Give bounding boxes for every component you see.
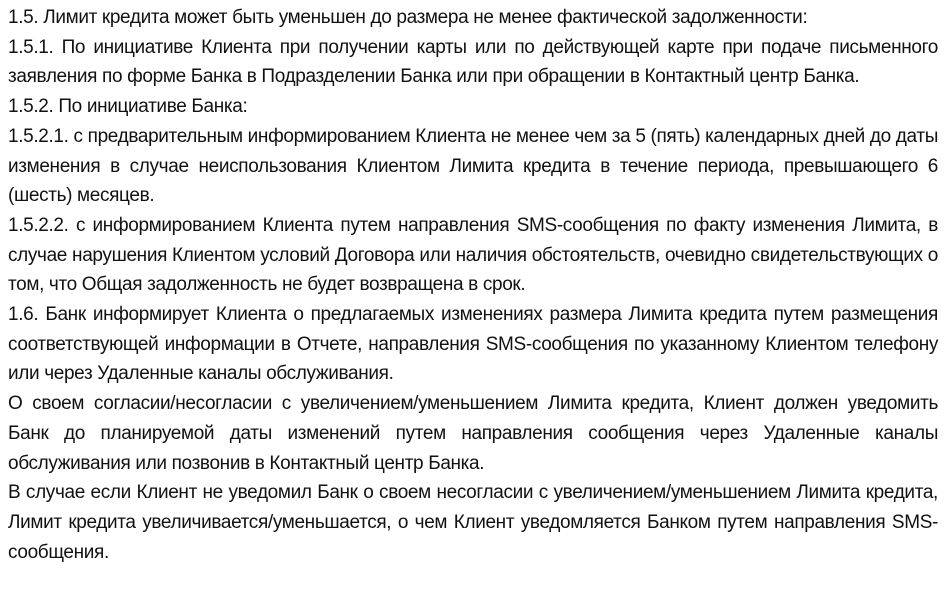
paragraph-1-5: 1.5. Лимит кредита может быть уменьшен до размера не менее фактической задолженности: <box>8 7 808 28</box>
paragraph-1-5-2-2: 1.5.2.2. с информированием Клиента путем направления SMS-сообщения по факту изменения Лимита, в случае нарушения Клиентом условий Договора или наличия обстоятельств, очевидно свидетельствующих о том, что Общая задолженность не будет возвращена в срок. <box>8 214 938 296</box>
paragraph-no-notice: В случае если Клиент не уведомил Банк о своем несогласии с увеличением/уменьшением Лимита кредита, Лимит кредита увеличивается/уменьшается, о чем Клиент уведомляется Банком путем направления SMS-сообщения. <box>8 482 938 563</box>
document-body <box>8 3 938 567</box>
paragraph-1-5-1: 1.5.1. По инициативе Клиента при получении карты или по действующей карте при подаче письменного заявления по форме Банка в Подразделении Банка или при обращении в Контактный центр Банка. <box>8 36 938 88</box>
paragraph-1-5-2: 1.5.2. По инициативе Банка: <box>8 96 248 118</box>
paragraph-consent: О своем согласии/несогласии с увеличением/уменьшением Лимита кредита, Клиент должен уведомить Банк до планируемой даты изменений путем направления сообщения через Удаленные каналы обслуживания или позвонив в Контактный центр Банка. <box>8 393 938 474</box>
page-top-edge <box>0 0 949 3</box>
paragraph-1-5-2-1: 1.5.2.1. с предварительным информированием Клиента не менее чем за 5 (пять) календарных дней до даты изменения в случае неиспользования Клиентом Лимита кредита в течение периода, превышающего 6 (шесть) месяцев. <box>8 125 938 207</box>
paragraph-1-6: 1.6. Банк информирует Клиента о предлагаемых изменениях размера Лимита кредита путем размещения соответствующей информации в Отчете, направления SMS-сообщения по указанному Клиентом телефону или через Удаленные каналы обслуживания. <box>8 304 938 385</box>
